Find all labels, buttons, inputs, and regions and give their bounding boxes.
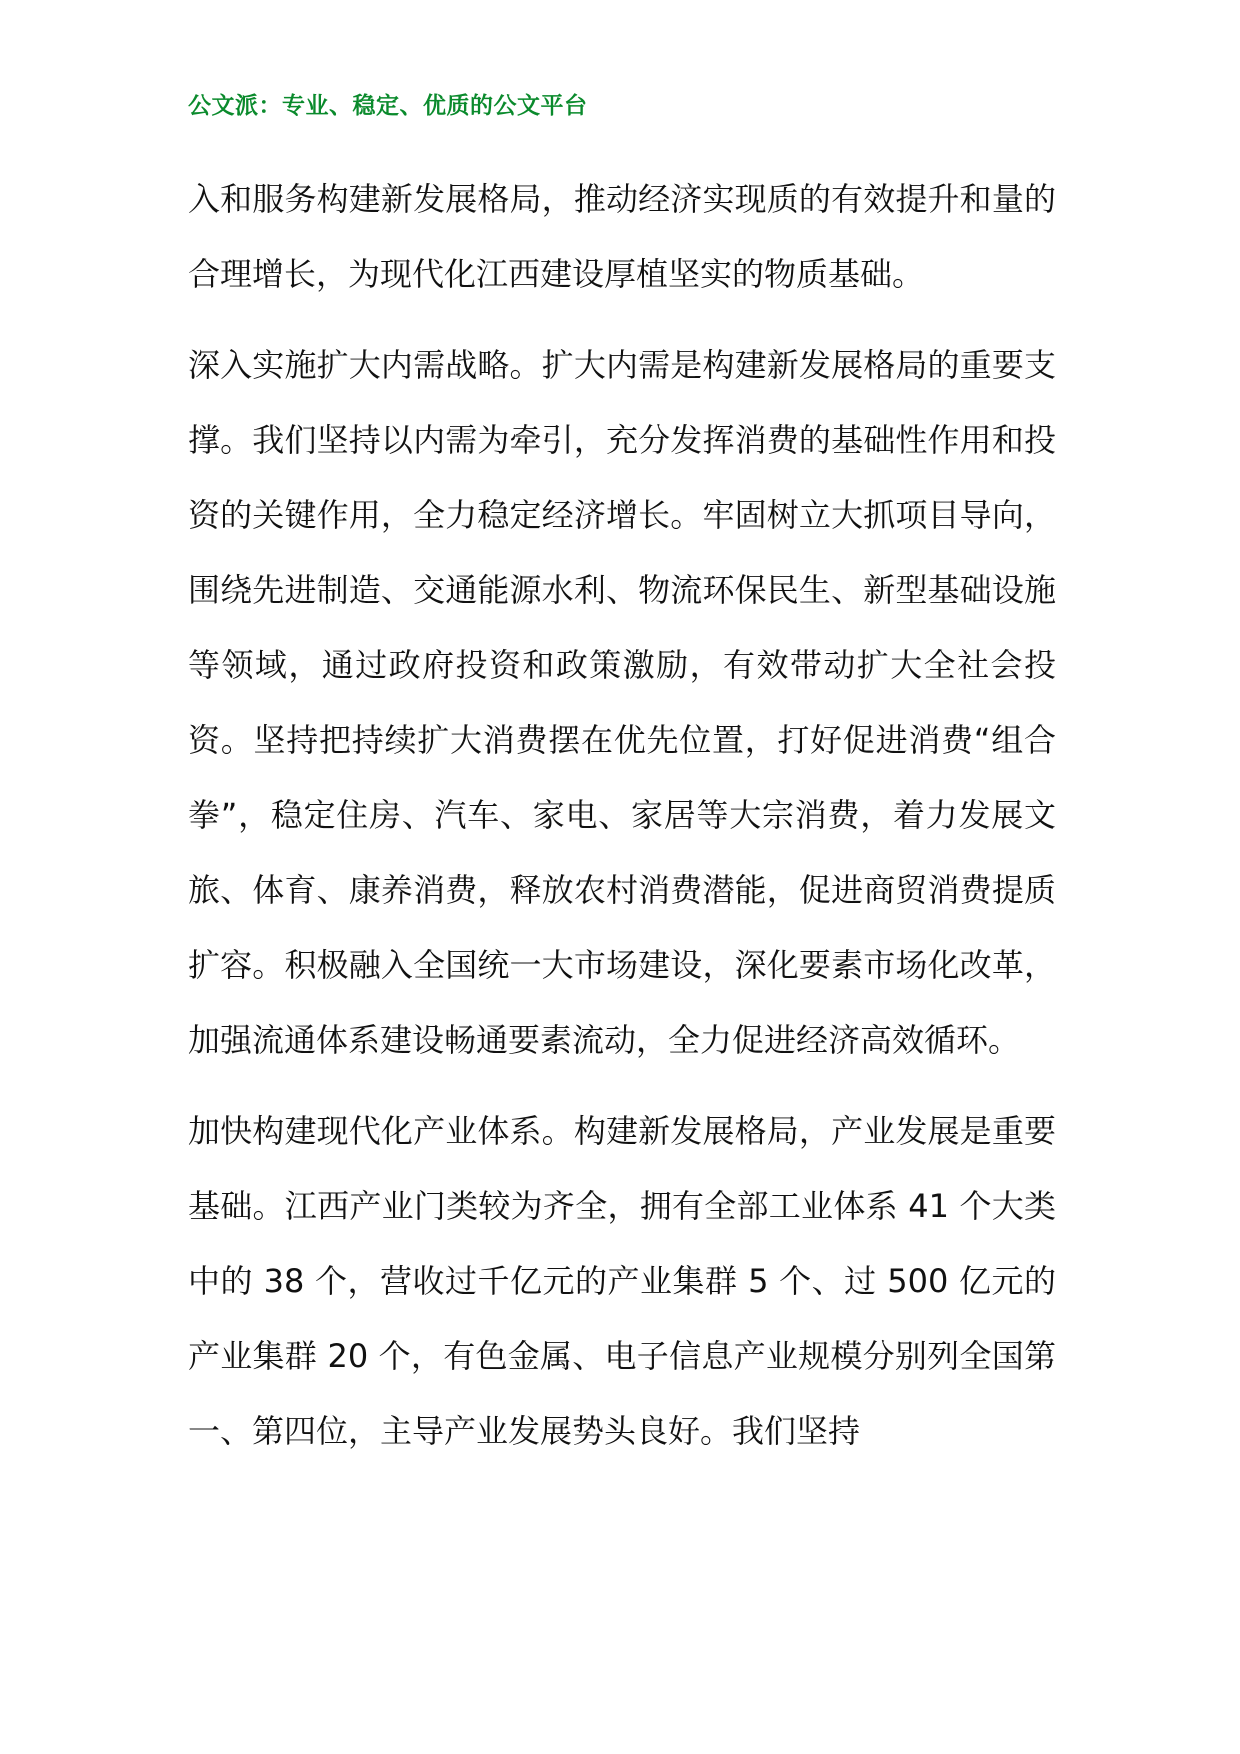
document-body (188, 162, 1056, 1485)
paragraph: 加快构建现代化产业体系。构建新发展格局，产业发展是重要基础。江西产业门类较为齐全，拥有全部工业体系 41 个大类中的 38 个，营收过千亿元的产业集群 5 个、过 500 亿元的产业集群 20 个，有色金属、电子信息产业规模分别列全国第一、第四位，主导产业发展势头良好。我们坚持 (188, 1112, 1056, 1450)
paragraph: 深入实施扩大内需战略。扩大内需是构建新发展格局的重要支撑。我们坚持以内需为牵引，充分发挥消费的基础性作用和投资的关键作用，全力稳定经济增长。牢固树立大抓项目导向，围绕先进制造、交通能源水利、物流环保民生、新型基础设施等领域，通过政府投资和政策激励，有效带动扩大全社会投资。坚持把持续扩大消费摆在优先位置，打好促进消费“组合拳”，稳定住房、汽车、家电、家居等大宗消费，着力发展文旅、体育、康养消费，释放农村消费潜能，促进商贸消费提质扩容。积极融入全国统一大市场建设，深化要素市场化改革，加强流通体系建设畅通要素流动，全力促进经济高效循环。 (188, 346, 1056, 1059)
paragraph: 入和服务构建新发展格局，推动经济实现质的有效提升和量的合理增长，为现代化江西建设厚植坚实的物质基础。 (188, 180, 1056, 293)
page-header: 公文派：专业、稳定、优质的公文平台 (188, 93, 588, 119)
